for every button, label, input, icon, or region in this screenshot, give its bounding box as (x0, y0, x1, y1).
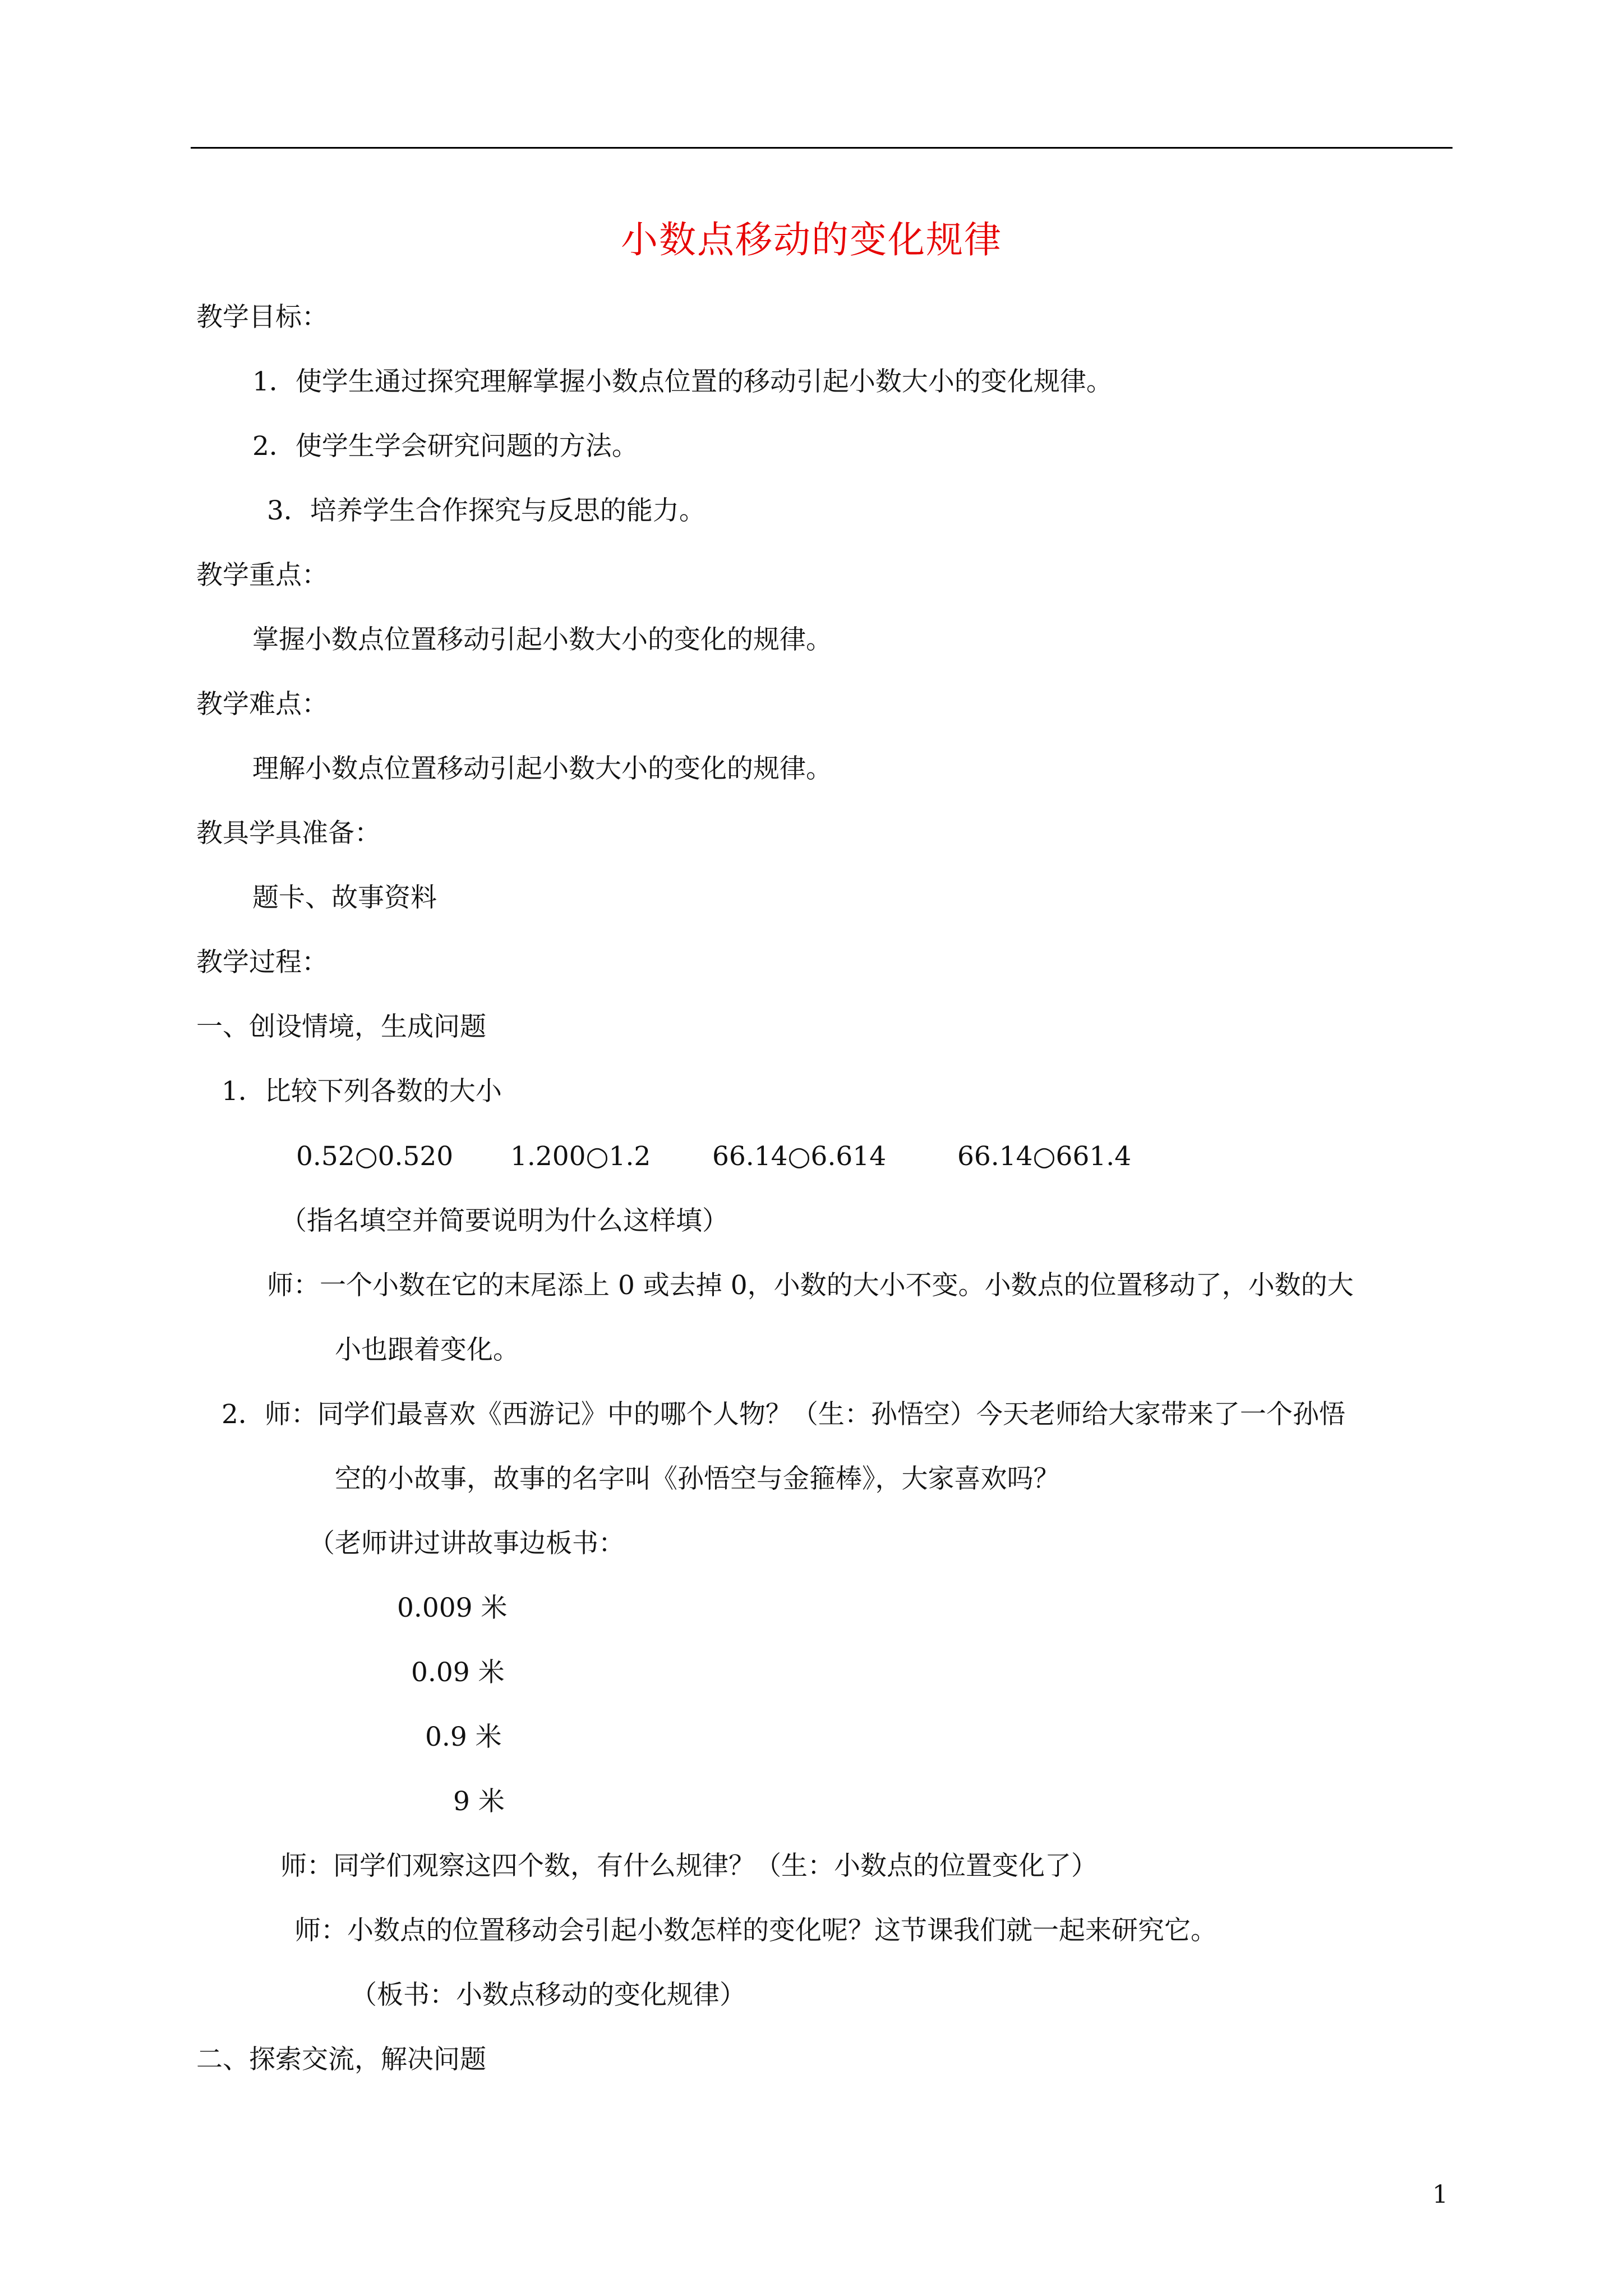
section-2-heading: 二、探索交流，解决问题 (196, 2044, 486, 2075)
page-number: 1 (1432, 2180, 1448, 2209)
process-heading: 教学过程： (196, 947, 328, 978)
objectives-heading: 教学目标： (196, 302, 328, 333)
step-1: 1．比较下列各数的大小 (222, 1076, 502, 1107)
comparison-1: 0.52○0.520 (296, 1141, 454, 1172)
key-points-text: 掌握小数点位置移动引起小数大小的变化的规律。 (252, 624, 832, 655)
step-2-line-2: 空的小故事，故事的名字叫《孙悟空与金箍棒》，大家喜欢吗？ (335, 1464, 1060, 1494)
materials-text: 题卡、故事资料 (252, 882, 437, 913)
header-rule (191, 147, 1453, 149)
objective-2: 2．使学生学会研究问题的方法。 (252, 431, 638, 462)
step-2-line-1: 2．师：同学们最喜欢《西游记》中的哪个人物？（生：孙悟空）今天老师给大家带来了一个孙悟 (222, 1399, 1345, 1430)
teacher-2: 师：同学们观察这四个数，有什么规律？（生：小数点的位置变化了） (280, 1851, 1098, 1881)
difficulties-heading: 教学难点： (196, 689, 328, 720)
board-value-2: 0.09 米 (411, 1657, 505, 1688)
comparison-4: 66.14○661.4 (957, 1141, 1132, 1172)
objective-1: 1．使学生通过探究理解掌握小数点位置的移动引起小数大小的变化规律。 (252, 366, 1113, 397)
note-1: （指名填空并简要说明为什么这样填） (280, 1205, 728, 1236)
board-value-4: 9 米 (453, 1786, 505, 1817)
materials-heading: 教具学具准备： (196, 818, 381, 849)
board-title-note: （板书：小数点移动的变化规律） (351, 1980, 746, 2010)
board-value-1: 0.009 米 (397, 1593, 508, 1623)
comparison-3: 66.14○6.614 (712, 1141, 887, 1172)
board-value-3: 0.9 米 (425, 1722, 502, 1752)
objective-3: 3．培养学生合作探究与反思的能力。 (267, 495, 706, 526)
difficulties-text: 理解小数点位置移动引起小数大小的变化的规律。 (252, 753, 832, 784)
teacher-1-line-2: 小也跟着变化。 (335, 1335, 519, 1365)
key-points-heading: 教学重点： (196, 560, 328, 591)
document-title: 小数点移动的变化规律 (621, 218, 1002, 261)
comparison-2: 1.200○1.2 (510, 1141, 651, 1172)
teacher-1-line-1: 师：一个小数在它的末尾添上 0 或去掉 0，小数的大小不变。小数点的位置移动了，小数的大 (267, 1270, 1354, 1301)
teacher-3: 师：小数点的位置移动会引起小数怎样的变化呢？这节课我们就一起来研究它。 (294, 1915, 1217, 1946)
board-intro: （老师讲过讲故事边板书： (308, 1528, 625, 1559)
section-1-heading: 一、创设情境，生成问题 (196, 1011, 486, 1042)
